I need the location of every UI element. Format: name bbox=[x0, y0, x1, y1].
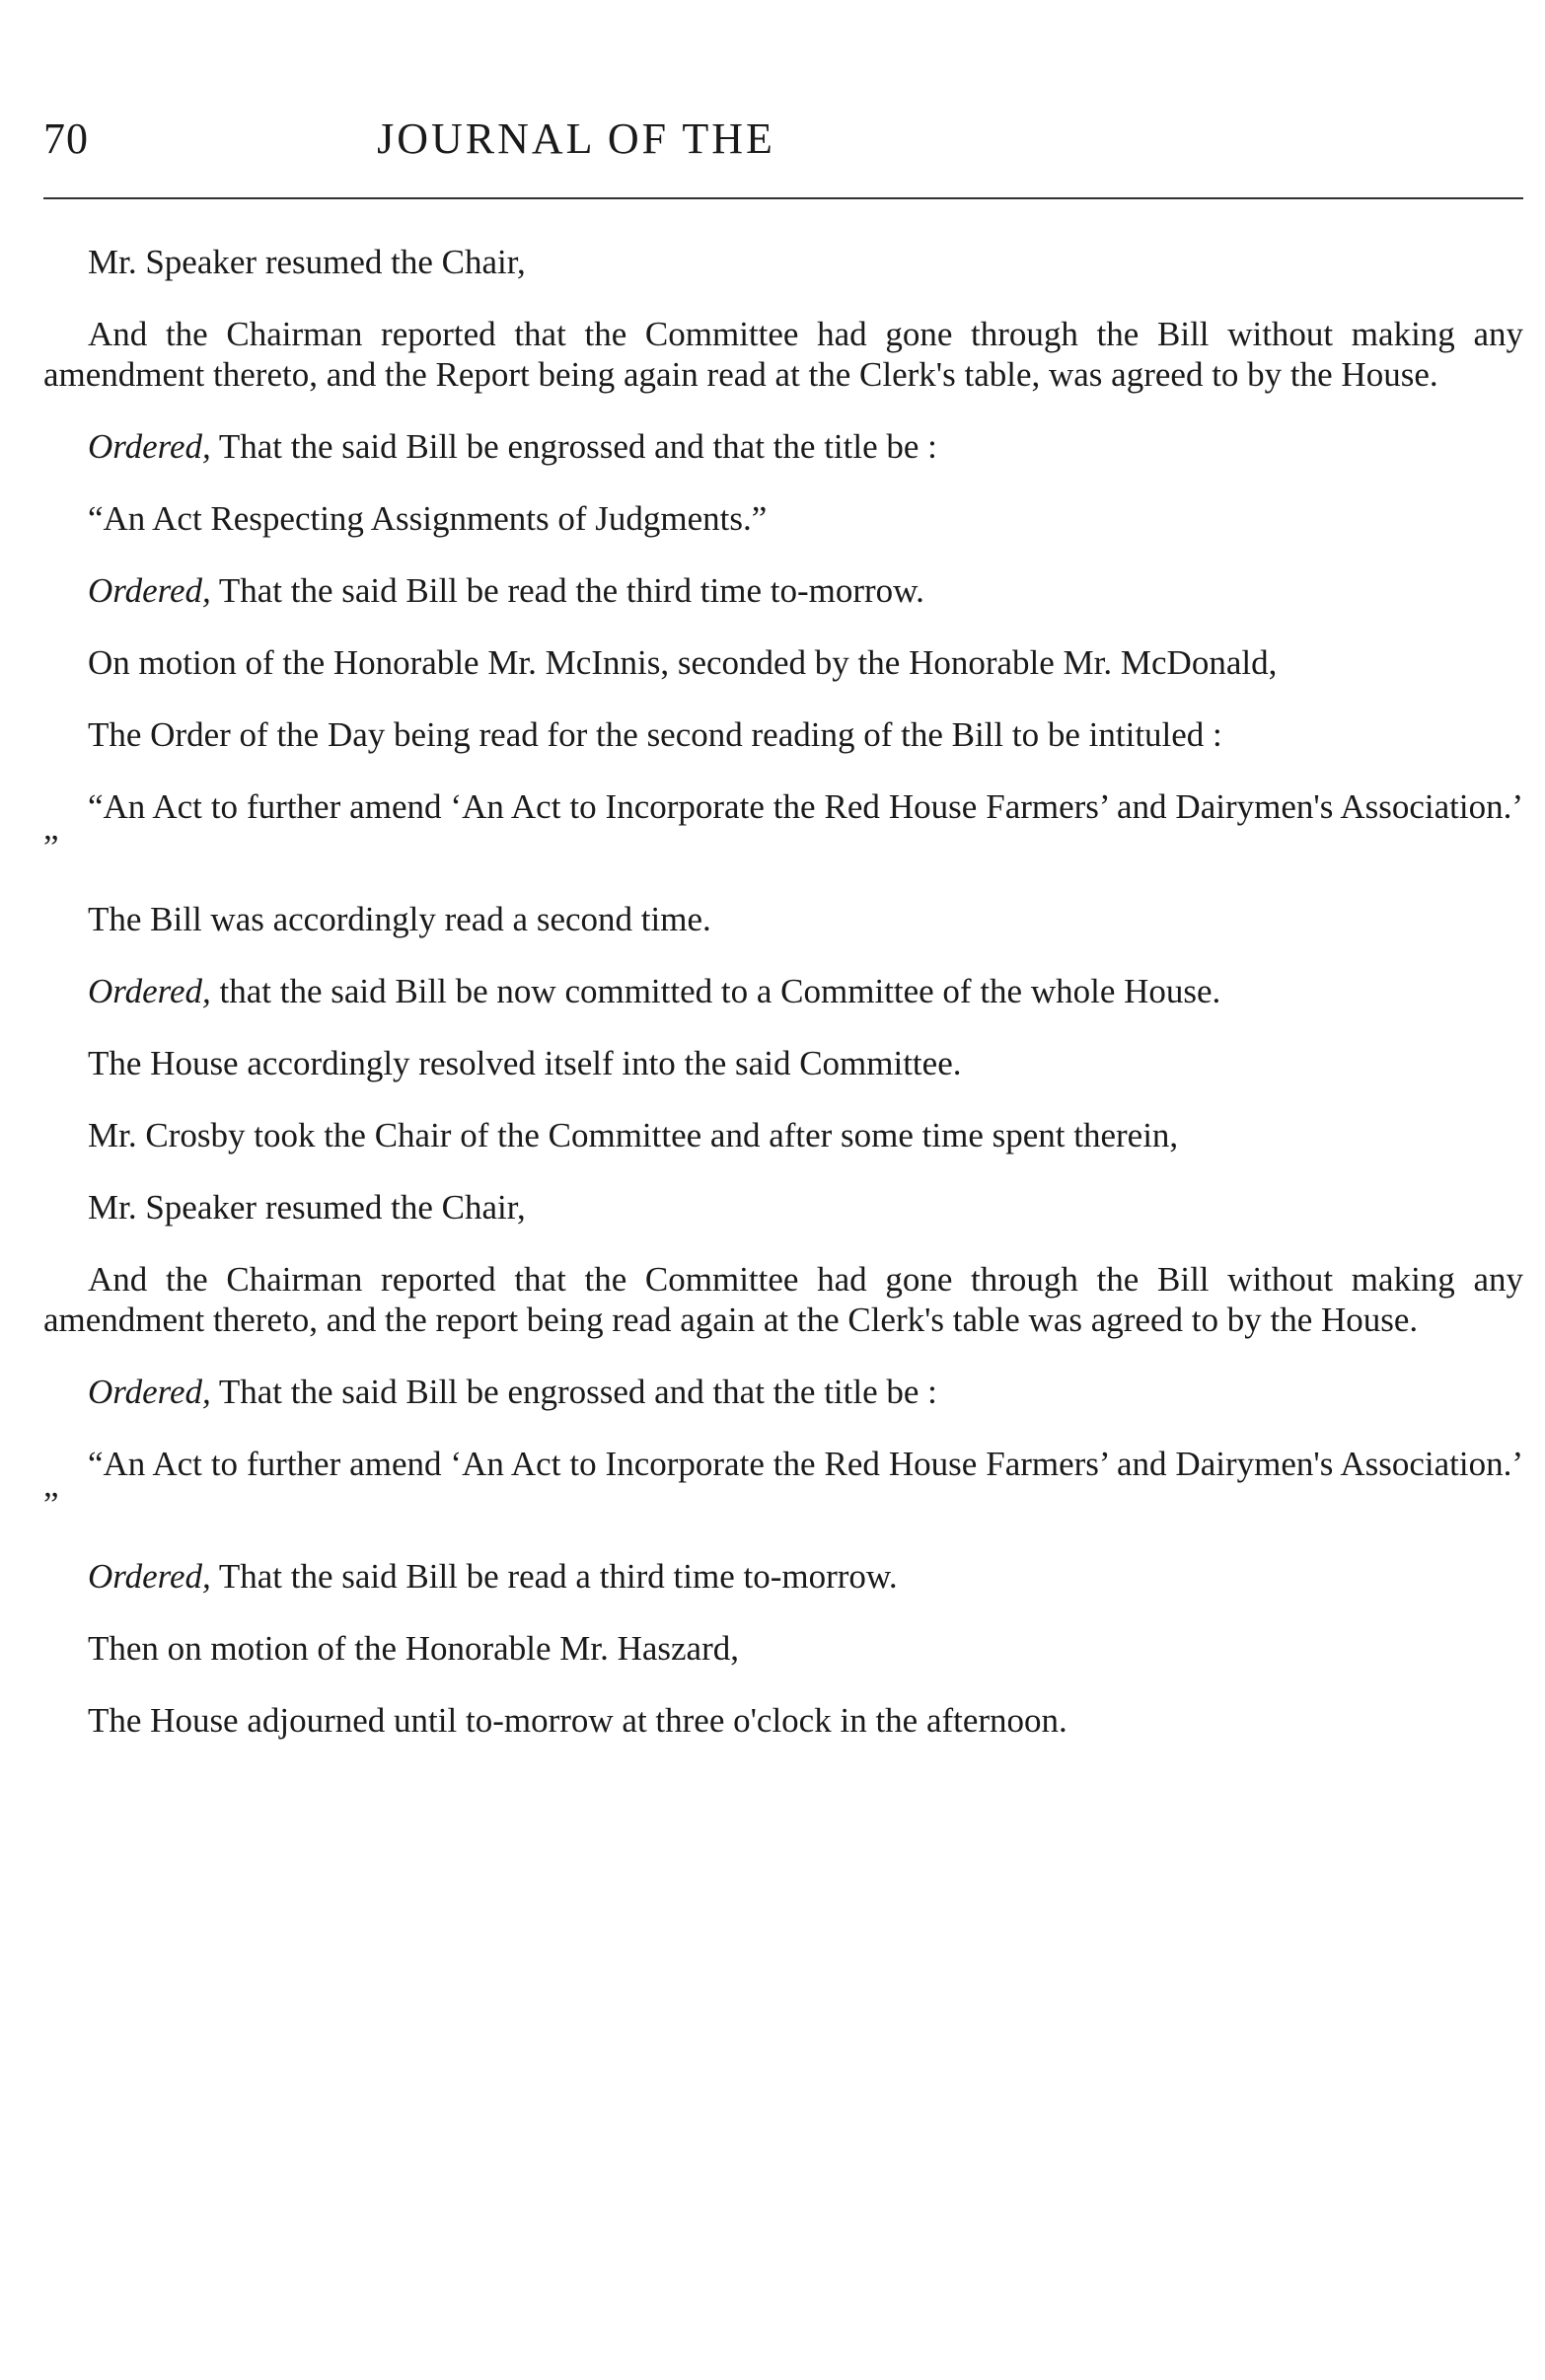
journal-body bbox=[43, 242, 1523, 1772]
page-number: 70 bbox=[43, 114, 89, 163]
ordered-label: Ordered, bbox=[88, 972, 211, 1010]
paragraph-text: The House accordingly resolved itself into the said Committee. bbox=[88, 1044, 962, 1082]
paragraph-text: And the Chairman reported that the Committee had gone through the Bill without making any amendment thereto, and the report being read again at the Clerk's table was agreed to by the House. bbox=[43, 1260, 1523, 1339]
paragraph-text: That the said Bill be read a third time to-morrow. bbox=[210, 1557, 898, 1596]
paragraph-text: “An Act to further amend ‘An Act to Incorporate the Red House Farmers’ and Dairymen's Association.’ ” bbox=[43, 1445, 1523, 1524]
paragraph-text: That the said Bill be engrossed and that the title be : bbox=[210, 1373, 937, 1411]
journal-page bbox=[43, 104, 1523, 1740]
paragraph-text: Mr. Speaker resumed the Chair, bbox=[88, 1188, 526, 1227]
paragraph bbox=[43, 971, 1523, 1011]
ordered-label: Ordered, bbox=[88, 427, 211, 466]
paragraph-text: that the said Bill be now committed to a Committee of the whole House. bbox=[210, 972, 1221, 1010]
paragraph bbox=[43, 1700, 1523, 1741]
ordered-label: Ordered, bbox=[88, 1557, 211, 1596]
ordered-label: Ordered, bbox=[88, 571, 211, 610]
paragraph bbox=[43, 1444, 1523, 1525]
paragraph-text: And the Chairman reported that the Committee had gone through the Bill without making any amendment thereto, and the Report being again read at the Clerk's table, was agreed to by the House. bbox=[43, 315, 1523, 394]
paragraph-text: Then on motion of the Honorable Mr. Haszard, bbox=[88, 1629, 739, 1668]
paragraph-text: Mr. Crosby took the Chair of the Committee and after some time spent therein, bbox=[88, 1116, 1179, 1154]
paragraph bbox=[43, 314, 1523, 395]
paragraph-text: On motion of the Honorable Mr. McInnis, seconded by the Honorable Mr. McDonald, bbox=[88, 643, 1278, 682]
paragraph bbox=[43, 1115, 1523, 1155]
header-rule bbox=[43, 197, 1523, 199]
page-header bbox=[43, 104, 1523, 183]
paragraph bbox=[43, 786, 1523, 867]
paragraph bbox=[43, 570, 1523, 611]
paragraph bbox=[43, 899, 1523, 939]
paragraph bbox=[43, 1556, 1523, 1597]
paragraph bbox=[43, 1628, 1523, 1669]
paragraph-text: That the said Bill be engrossed and that the title be : bbox=[210, 427, 937, 466]
paragraph bbox=[43, 1043, 1523, 1083]
ordered-label: Ordered, bbox=[88, 1373, 211, 1411]
paragraph bbox=[43, 642, 1523, 683]
paragraph-text: That the said Bill be read the third time to-morrow. bbox=[210, 571, 924, 610]
paragraph-text: The House adjourned until to-morrow at three o'clock in the afternoon. bbox=[88, 1701, 1067, 1740]
paragraph bbox=[43, 242, 1523, 282]
paragraph-text: “An Act Respecting Assignments of Judgments.” bbox=[88, 499, 768, 538]
paragraph-text: Mr. Speaker resumed the Chair, bbox=[88, 243, 526, 281]
paragraph bbox=[43, 498, 1523, 539]
paragraph-text: The Bill was accordingly read a second time. bbox=[88, 900, 711, 938]
paragraph bbox=[43, 1259, 1523, 1340]
paragraph bbox=[43, 426, 1523, 467]
paragraph bbox=[43, 1372, 1523, 1412]
paragraph-text: “An Act to further amend ‘An Act to Incorporate the Red House Farmers’ and Dairymen's Association.’ ” bbox=[43, 787, 1523, 866]
paragraph bbox=[43, 714, 1523, 755]
running-title: JOURNAL OF THE bbox=[377, 114, 775, 163]
paragraph-text: The Order of the Day being read for the second reading of the Bill to be intituled : bbox=[88, 715, 1222, 754]
paragraph bbox=[43, 1187, 1523, 1227]
